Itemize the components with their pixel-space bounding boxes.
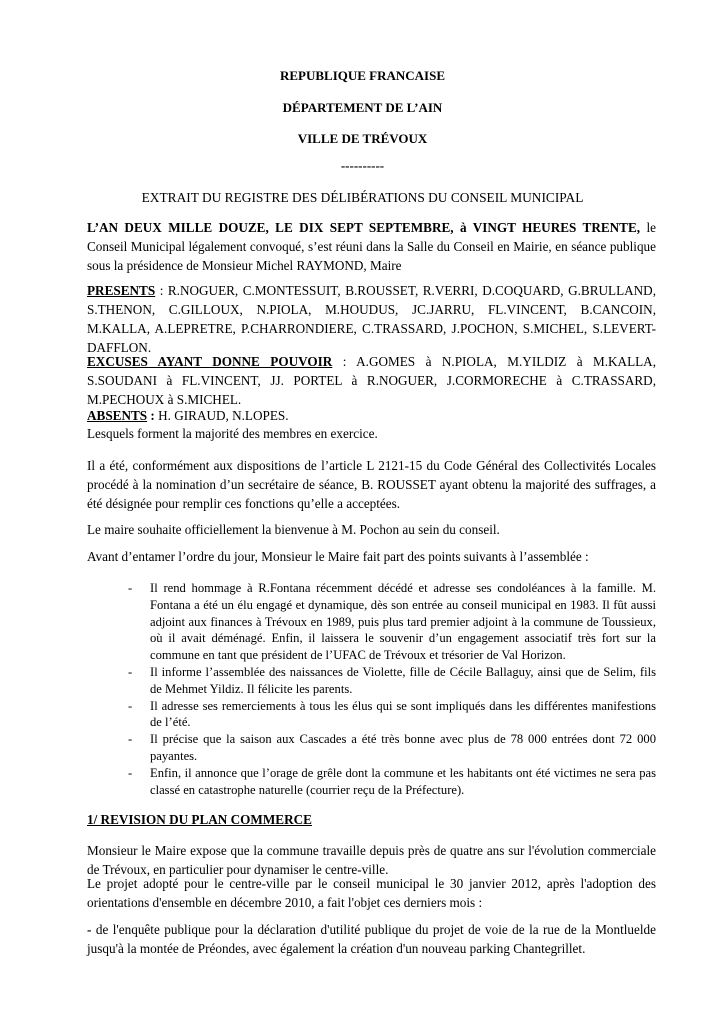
section-paragraph-3-text: de l'enquête publique pour la déclaration d'utilité publique du projet de voie de la rue de la Montluelde jusqu'à la montée de Préondes, avec également la création d'un nouveau parking Chantegrillet. [87,922,656,956]
section-paragraph-1: Monsieur le Maire expose que la commune travaille depuis près de quatre ans sur l'évolution commerciale de Trévoux, en particulier pour dynamiser le centre-ville. [87,843,656,877]
header-ville: VILLE DE TRÉVOUX [297,131,428,146]
bullet-dash: - [128,698,133,713]
presents-label: PRESENTS [87,283,156,298]
presents-list: R.NOGUER, C.MONTESSUIT, B.ROUSSET, R.VERRI, D.COQUARD, G.BRULLAND, S.THENON, C.GILLOUX, N.PIOLA, M.HOUDUS, JC.JARRU, FL.VINCENT, B.CANCOIN, M.KALLA, A.LEPRETRE, P.CHARRONDIERE, C.TRASSARD, J.POCHON, S.MICHEL, S.LEVERT-DAFFLON. [87,283,656,355]
bullet-dash: - [128,664,133,679]
excuses-list: A.GOMES à N.PIOLA, M.YILDIZ à M.KALLA, S.SOUDANI à FL.VINCENT, JJ. PORTEL à R.NOGUER, J.CORMORECHE à C.TRASSARD, M.PECHOUX à S.MICHEL. [87,354,656,407]
document-subtitle: EXTRAIT DU REGISTRE DES DÉLIBÉRATIONS DU CONSEIL MUNICIPAL [141,190,584,205]
opening-text: le Conseil Municipal légalement convoqué, s’est réuni dans la Salle du Conseil en Mairie, en séance publique sous la présidence de Monsieur Michel RAYMOND, Maire [87,220,656,273]
section-paragraph-3 [87,920,656,958]
excuses-paragraph [87,352,656,409]
absents-label: ABSENTS [87,408,148,423]
list-item [128,664,656,698]
section-paragraph-2: Le projet adopté pour le centre-ville par le conseil municipal le 30 janvier 2012, après l'adoption des orientations d'ensemble en décembre 2010, a fait l'objet ces derniers mois : [87,876,656,910]
presents-sep: : [155,283,168,298]
welcome-paragraph: Le maire souhaite officiellement la bienvenue à M. Pochon au sein du conseil. [87,522,500,537]
list-item [128,765,656,799]
points-intro: Avant d’entamer l’ordre du jour, Monsieur le Maire fait part des points suivants à l’assemblée : [87,549,589,564]
header-separator: ---------- [340,158,385,173]
opening-date: L’AN DEUX MILLE DOUZE, LE DIX SEPT SEPTEMBRE, à VINGT HEURES TRENTE, [87,220,641,235]
presents-paragraph [87,281,656,357]
list-item-text: Il informe l’assemblée des naissances de Violette, fille de Cécile Ballaguy, ainsi que de Selim, fils de Mehmet Yildiz. Il félicite les parents. [150,664,656,696]
list-item-text: Il rend hommage à R.Fontana récemment décédé et adresse ses condoléances à la famille. M. Fontana a été un élu engagé et dynamique, dès son entrée au conseil municipal en 1983. Il fût aussi adjoint aux finances à Trévoux en 1989, puis plus tard premier adjoint à la commune de Toussieux, où il avait déménagé. Enfin, il laissera le souvenir d’un engagement associatif très fort sur la commune en tant que président de l’UFAC de Trévoux et trésorier de Val Horizon. [150,581,656,663]
absents-paragraph [87,406,656,425]
bullet-dash: - [128,581,133,595]
majority-text: Lesquels forment la majorité des membres en exercice. [87,426,378,441]
points-list [128,580,656,798]
section-dash: - [87,922,92,937]
list-item [128,731,656,765]
excuses-label: EXCUSES AYANT DONNE POUVOIR [87,354,333,369]
opening-paragraph [87,218,656,275]
list-item-text: Il précise que la saison aux Cascades a été très bonne avec plus de 78 000 entrées dont 72 000 payantes. [150,732,656,763]
bullet-dash: - [128,732,133,747]
list-item-text: Il adresse ses remerciements à tous les élus qui se sont impliqués dans les différentes manifestions de l’été. [150,698,656,730]
header-republique: REPUBLIQUE FRANCAISE [279,68,446,83]
excuses-sep: : [332,354,357,369]
section-title: 1/ REVISION DU PLAN COMMERCE [87,812,312,827]
absents-list: H. GIRAUD, N.LOPES. [158,408,289,423]
absents-sep: : [147,408,159,423]
list-item [128,698,656,732]
header-departement: DÉPARTEMENT DE L’AIN [282,100,443,115]
bullet-dash: - [128,765,133,780]
list-item [128,580,656,664]
secretary-paragraph: Il a été, conformément aux dispositions de l’article L 2121-15 du Code Général des Collectivités Locales procédé à la nomination d’un secrétaire de séance, B. ROUSSET ayant obtenu la majorité des suffrages, a été désignée pour remplir ces fonctions qu’elle a acceptées. [87,458,656,511]
list-item-text: Enfin, il annonce que l’orage de grêle dont la commune et les habitants ont été victimes ne sera pas classé en catastrophe naturelle (courrier reçu de la Préfecture). [150,765,656,797]
